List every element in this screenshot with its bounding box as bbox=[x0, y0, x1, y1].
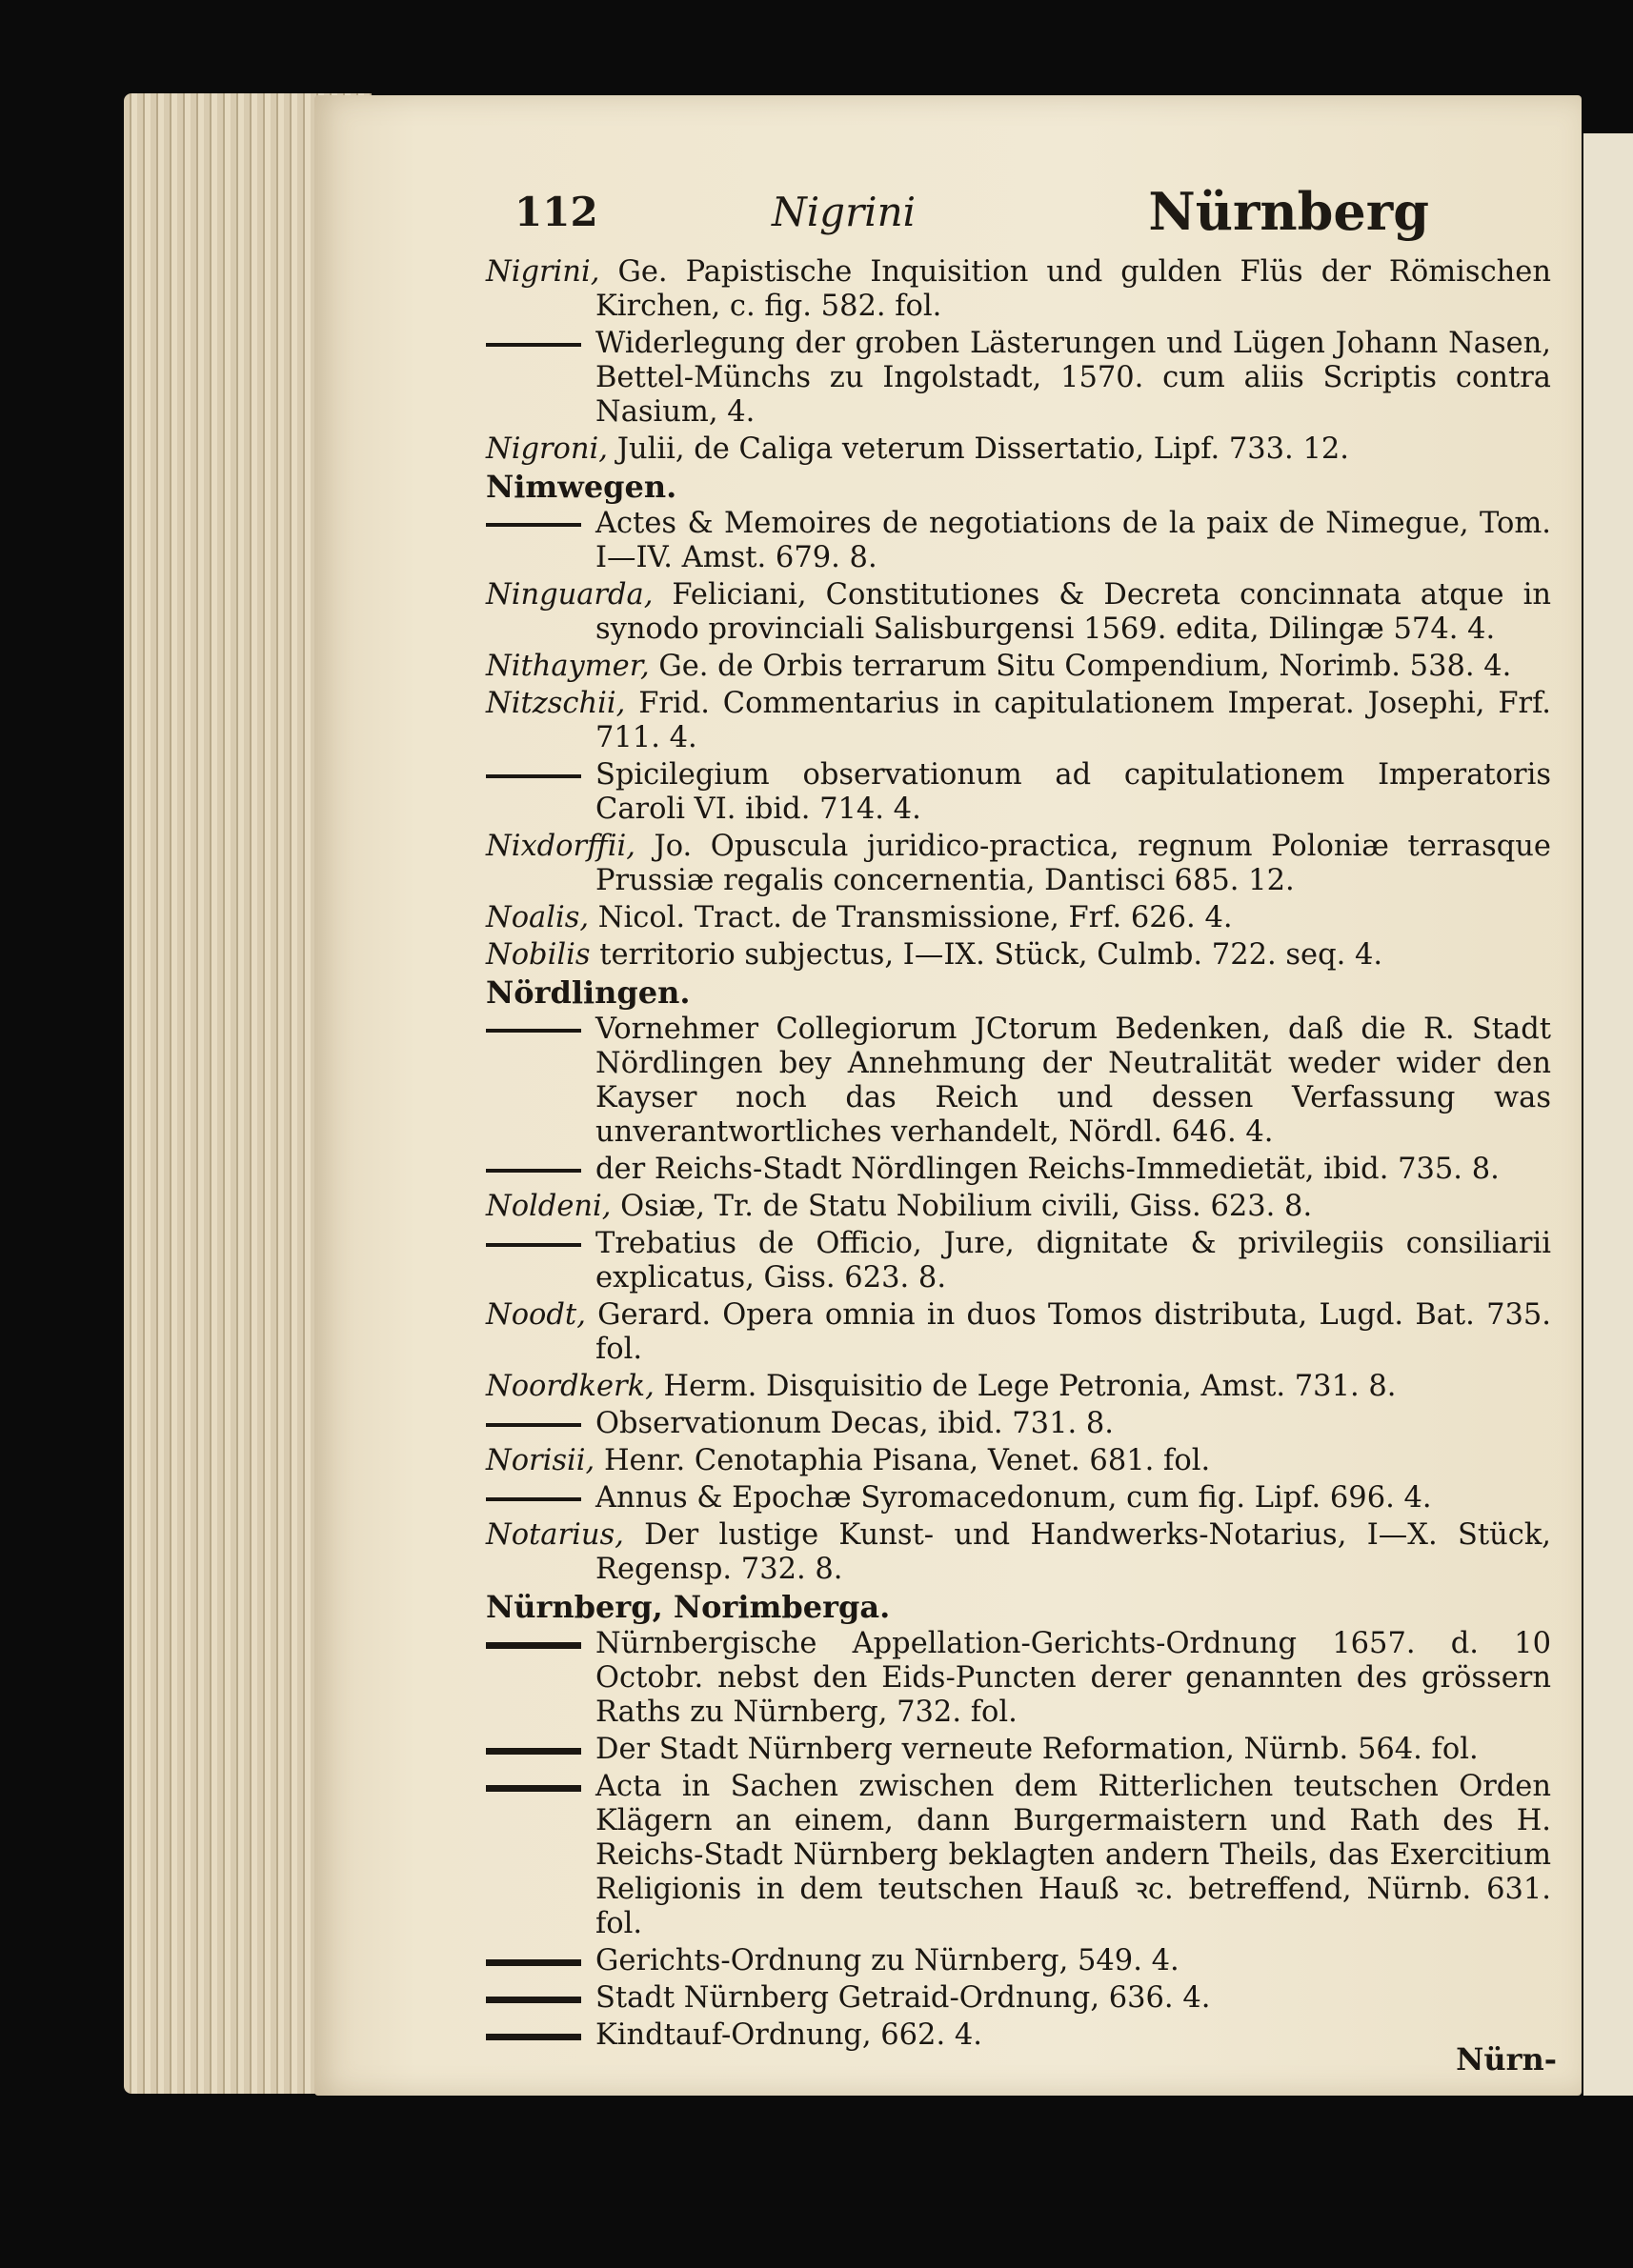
entry-text: Henr. Cenotaphia Pisana, Venet. 681. fol. bbox=[595, 1444, 1211, 1477]
section-heading bbox=[486, 1590, 1551, 1624]
entry-text: Der Stadt Nürnberg verneute Reformation, Nürnb. 564. fol. bbox=[595, 1733, 1479, 1766]
author-name: Nithaymer, bbox=[486, 650, 650, 683]
catalog-entry bbox=[486, 432, 1551, 467]
ditto-rule bbox=[486, 1029, 581, 1033]
ditto-rule bbox=[486, 1997, 581, 2003]
catchword: Nürn- bbox=[1456, 2041, 1557, 2077]
author-name: Noordkerk, bbox=[486, 1370, 655, 1403]
entry-text: Kindtauf-Ordnung, 662. 4. bbox=[595, 2018, 982, 2052]
section-heading bbox=[486, 975, 1551, 1010]
catalog-entry bbox=[486, 578, 1551, 647]
entry-text: Feliciani, Constitutiones & Decreta concinnata atque in synodo provinciali Salisburgensi 1569. edita, Dilingæ 574. 4. bbox=[595, 578, 1551, 646]
catalog-entries bbox=[486, 255, 1551, 2056]
catalog-entry bbox=[486, 1153, 1551, 1187]
author-name: Nigrini, bbox=[486, 255, 600, 289]
catalog-entry bbox=[486, 938, 1551, 973]
ditto-rule bbox=[486, 1959, 581, 1966]
catalog-entry bbox=[486, 758, 1551, 827]
catalog-entry bbox=[486, 2018, 1551, 2053]
entry-text: Widerlegung der groben Lästerungen und Lügen Johann Nasen, Bettel-Münchs zu Ingolstadt, 1570. cum aliis Scriptis contra Nasium, 4. bbox=[595, 327, 1551, 429]
entry-text: Gerichts-Ordnung zu Nürnberg, 549. 4. bbox=[595, 1944, 1179, 1977]
author-name: Nitzschii, bbox=[486, 687, 626, 720]
catalog-entry bbox=[486, 1190, 1551, 1224]
catalog-entry bbox=[486, 901, 1551, 935]
page-number: 112 bbox=[514, 189, 598, 235]
entry-text: Nicol. Tract. de Transmissione, Frf. 626. 4. bbox=[589, 901, 1233, 934]
catalog-entry bbox=[486, 507, 1551, 575]
catalog-entry bbox=[486, 255, 1551, 324]
catalog-entry bbox=[486, 1733, 1551, 1767]
entry-text: Gerard. Opera omnia in duos Tomos distributa, Lugd. Bat. 735. fol. bbox=[585, 1298, 1551, 1366]
author-name: Nobilis bbox=[486, 938, 591, 972]
catalog-entry bbox=[486, 1407, 1551, 1441]
catalog-entry bbox=[486, 1770, 1551, 1941]
catalog-entry bbox=[486, 1298, 1551, 1367]
catalog-entry bbox=[486, 1944, 1551, 1978]
column-title: Nigrini bbox=[772, 189, 917, 235]
entry-text: Osiæ, Tr. de Statu Nobilium civili, Giss. 623. 8. bbox=[611, 1190, 1313, 1223]
ditto-rule bbox=[486, 1642, 581, 1649]
catalog-entry bbox=[486, 687, 1551, 755]
author-name: Noalis, bbox=[486, 901, 590, 934]
author-name: Ninguarda, bbox=[486, 578, 654, 612]
catalog-entry bbox=[486, 1518, 1551, 1587]
heading-text: Nördlingen. bbox=[486, 974, 691, 1011]
entry-text: Herm. Disquisitio de Lege Petronia, Amst. 731. 8. bbox=[654, 1370, 1397, 1403]
entry-text: Spicilegium observationum ad capitulationem Imperatoris Caroli VI. ibid. 714. 4. bbox=[595, 758, 1551, 826]
entry-text: Nürnbergische Appellation-Gerichts-Ordnung 1657. d. 10 Octobr. nebst den Eids-Puncten derer genannten des grössern Raths zu Nürnberg, 732. fol. bbox=[595, 1627, 1551, 1729]
author-name: Notarius, bbox=[486, 1518, 624, 1552]
author-name: Norisii, bbox=[486, 1444, 595, 1477]
entry-text: Acta in Sachen zwischen dem Ritterlichen teutschen Orden Klägern an einem, dann Burgermaistern und Rath des H. Reichs-Stadt Nürnberg beklagten andern Theils, das Exercitium Religionis in dem teutschen Hauß ꝛc. betreffend, Nürnb. 631. fol. bbox=[595, 1770, 1551, 1940]
catalog-entry bbox=[486, 1370, 1551, 1404]
author-name: Nigroni, bbox=[486, 432, 609, 466]
section-heading bbox=[486, 470, 1551, 504]
ditto-rule bbox=[486, 1423, 581, 1427]
entry-text: Observationum Decas, ibid. 731. 8. bbox=[595, 1407, 1114, 1440]
ditto-rule bbox=[486, 1497, 581, 1501]
entry-text: Frid. Commentarius in capitulationem Imperat. Josephi, Frf. 711. 4. bbox=[595, 687, 1551, 754]
entry-text: Annus & Epochæ Syromacedonum, cum fig. Lipf. 696. 4. bbox=[595, 1481, 1432, 1515]
page-header bbox=[514, 181, 1429, 248]
ditto-rule bbox=[486, 1785, 581, 1792]
catalog-entry bbox=[486, 1981, 1551, 2016]
ditto-rule bbox=[486, 1169, 581, 1173]
catalog-entry bbox=[486, 327, 1551, 430]
author-name: Noodt, bbox=[486, 1298, 586, 1332]
author-name: Noldeni, bbox=[486, 1190, 612, 1223]
ditto-rule bbox=[486, 1748, 581, 1755]
running-head: Nürnberg bbox=[1148, 181, 1429, 242]
heading-text: Nürnberg, Norimberga. bbox=[486, 1589, 891, 1625]
catalog-entry bbox=[486, 830, 1551, 898]
ditto-rule bbox=[486, 1243, 581, 1247]
entry-text: Der lustige Kunst- und Handwerks-Notarius, I—X. Stück, Regensp. 732. 8. bbox=[595, 1518, 1551, 1586]
entry-text: der Reichs-Stadt Nördlingen Reichs-Immedietät, ibid. 735. 8. bbox=[595, 1153, 1500, 1186]
ditto-rule bbox=[486, 343, 581, 347]
entry-text: territorio subjectus, I—IX. Stück, Culmb. 722. seq. 4. bbox=[590, 938, 1383, 972]
catalog-entry bbox=[486, 650, 1551, 684]
entry-text: Actes & Memoires de negotiations de la paix de Nimegue, Tom. I—IV. Amst. 679. 8. bbox=[595, 507, 1551, 574]
catalog-entry bbox=[486, 1481, 1551, 1515]
entry-text: Vornehmer Collegiorum JCtorum Bedenken, daß die R. Stadt Nördlingen bey Annehmung der Neutralität weder wider den Kayser noch das Reich und dessen Verfassung was unverantwortliches verhandelt, Nördl. 646. 4. bbox=[595, 1013, 1551, 1149]
entry-text: Ge. de Orbis terrarum Situ Compendium, Norimb. 538. 4. bbox=[649, 650, 1512, 683]
entry-text: Ge. Papistische Inquisition und gulden Flüs der Römischen Kirchen, c. fig. 582. fol. bbox=[595, 255, 1551, 323]
author-name: Nixdorffii, bbox=[486, 830, 635, 863]
ditto-rule bbox=[486, 2034, 581, 2040]
ditto-rule bbox=[486, 523, 581, 527]
entry-text: Jo. Opuscula juridico-practica, regnum Poloniæ terrasque Prussiæ regalis concernentia, Dantisci 685. 12. bbox=[595, 830, 1551, 897]
catalog-entry bbox=[486, 1013, 1551, 1150]
facing-page-edge bbox=[1583, 133, 1633, 2096]
catalog-entry bbox=[486, 1227, 1551, 1295]
ditto-rule bbox=[486, 774, 581, 778]
catalog-entry bbox=[486, 1444, 1551, 1478]
entry-text: Trebatius de Officio, Jure, dignitate & privilegiis consiliarii explicatus, Giss. 623. 8. bbox=[595, 1227, 1551, 1295]
entry-text: Julii, de Caliga veterum Dissertatio, Lipf. 733. 12. bbox=[608, 432, 1349, 466]
heading-text: Nimwegen. bbox=[486, 469, 677, 505]
catalog-entry bbox=[486, 1627, 1551, 1730]
entry-text: Stadt Nürnberg Getraid-Ordnung, 636. 4. bbox=[595, 1981, 1211, 2015]
